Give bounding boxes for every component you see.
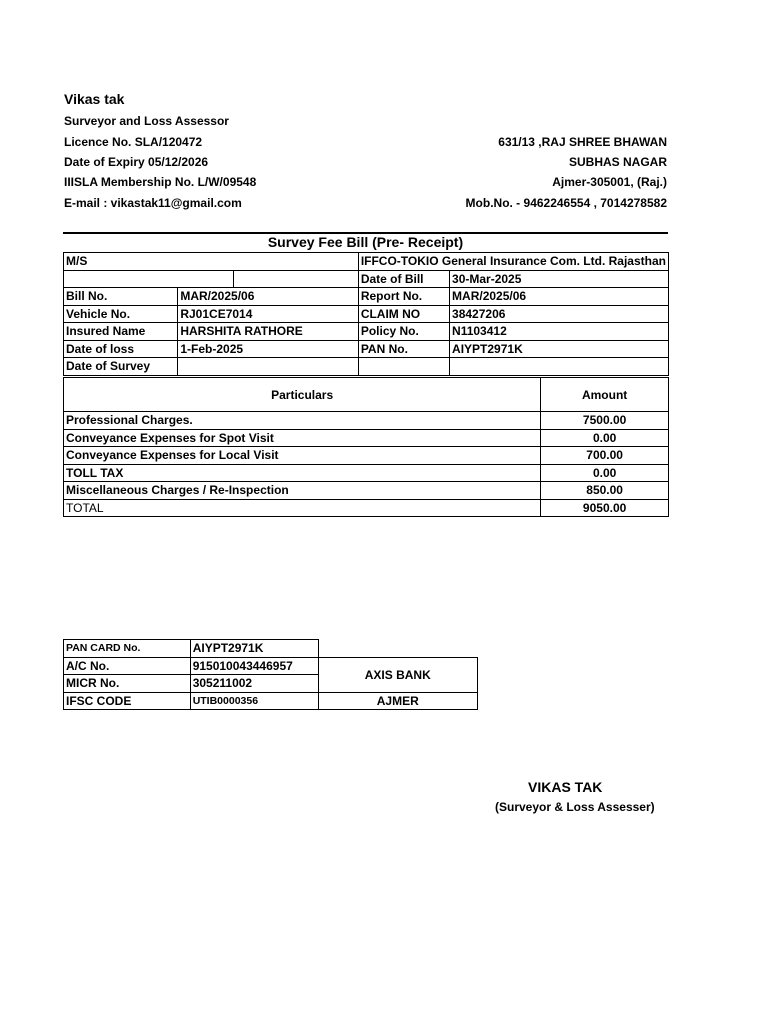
surveyor-name: Vikas tak <box>64 91 125 107</box>
email: E-mail : vikastak11@gmail.com <box>64 196 242 210</box>
licence-expiry: Date of Expiry 05/12/2026 <box>64 155 209 169</box>
charge-amount: 850.00 <box>541 482 669 500</box>
field-label: Date of Survey <box>64 358 178 376</box>
field-label: Report No. <box>358 288 449 306</box>
charge-item: TOLL TAX <box>64 464 541 482</box>
charges-table <box>63 377 669 517</box>
table-row <box>64 305 669 323</box>
field-value: MAR/2025/06 <box>178 288 358 306</box>
field-value: RJ01CE7014 <box>178 305 358 323</box>
table-row <box>64 447 669 465</box>
ms-value: IFFCO-TOKIO General Insurance Com. Ltd. Rajasthan <box>358 253 668 271</box>
table-header-row <box>64 378 669 412</box>
charge-amount: 7500.00 <box>541 412 669 430</box>
field-value: HARSHITA RATHORE <box>178 323 358 341</box>
table-row <box>64 340 669 358</box>
bill-date-label: Date of Bill <box>358 270 449 288</box>
signatory-title: (Surveyor & Loss Assesser) <box>495 800 655 814</box>
account-number-label: A/C No. <box>64 657 191 675</box>
field-label: Date of loss <box>64 340 178 358</box>
table-row <box>64 464 669 482</box>
field-label: PAN No. <box>358 340 449 358</box>
total-amount: 9050.00 <box>541 499 669 517</box>
ifsc-label: IFSC CODE <box>64 692 191 710</box>
field-value: N1103412 <box>450 323 669 341</box>
bill-title: Survey Fee Bill (Pre- Receipt) <box>267 234 464 250</box>
bill-details-table <box>63 252 669 376</box>
field-label <box>358 358 449 376</box>
micr-label: MICR No. <box>64 675 191 693</box>
mobile-numbers: Mob.No. - 9462246554 , 7014278582 <box>465 196 667 210</box>
charge-item: Conveyance Expenses for Spot Visit <box>64 429 541 447</box>
charge-amount: 700.00 <box>541 447 669 465</box>
field-label: Policy No. <box>358 323 449 341</box>
field-label: Insured Name <box>64 323 178 341</box>
micr-value: 305211002 <box>190 675 318 693</box>
surveyor-role: Surveyor and Loss Assessor <box>64 114 229 128</box>
field-label: Bill No. <box>64 288 178 306</box>
table-row <box>64 640 478 658</box>
pan-card-value: AIYPT2971K <box>190 640 318 658</box>
blank-cell <box>233 270 358 288</box>
charge-item: Professional Charges. <box>64 412 541 430</box>
bill-date-value: 30-Mar-2025 <box>450 270 669 288</box>
ifsc-value: UTIB0000356 <box>190 692 318 710</box>
blank-cell <box>318 640 477 658</box>
amount-header: Amount <box>541 378 669 412</box>
field-value: MAR/2025/06 <box>450 288 669 306</box>
address-line-1: 631/13 ,RAJ SHREE BHAWAN <box>498 135 667 149</box>
field-value: 38427206 <box>450 305 669 323</box>
field-label: Vehicle No. <box>64 305 178 323</box>
field-value: 1-Feb-2025 <box>178 340 358 358</box>
ms-label: M/S <box>64 253 359 271</box>
charge-item: Conveyance Expenses for Local Visit <box>64 447 541 465</box>
pan-card-label: PAN CARD No. <box>64 640 191 658</box>
total-row <box>64 499 669 517</box>
table-row <box>64 358 669 376</box>
table-row <box>64 323 669 341</box>
bank-name: AXIS BANK <box>318 657 477 692</box>
table-row <box>64 412 669 430</box>
table-row <box>64 482 669 500</box>
table-row <box>64 288 669 306</box>
field-value <box>178 358 358 376</box>
charge-amount: 0.00 <box>541 429 669 447</box>
total-label: TOTAL <box>64 499 541 517</box>
table-row <box>64 657 478 675</box>
field-value <box>450 358 669 376</box>
table-row <box>64 270 669 288</box>
charge-item: Miscellaneous Charges / Re-Inspection <box>64 482 541 500</box>
signatory-name: VIKAS TAK <box>528 779 603 795</box>
licence-number: Licence No. SLA/120472 <box>64 135 203 149</box>
field-value: AIYPT2971K <box>450 340 669 358</box>
charge-amount: 0.00 <box>541 464 669 482</box>
field-label: CLAIM NO <box>358 305 449 323</box>
bank-details-table <box>63 639 478 710</box>
address-line-3: Ajmer-305001, (Raj.) <box>552 175 667 189</box>
particulars-header: Particulars <box>64 378 541 412</box>
table-row <box>64 692 478 710</box>
table-row <box>64 429 669 447</box>
address-line-2: SUBHAS NAGAR <box>568 155 667 169</box>
table-row <box>64 253 669 271</box>
account-number-value: 915010043446957 <box>190 657 318 675</box>
bank-branch: AJMER <box>318 692 477 710</box>
membership-number: IIISLA Membership No. L/W/09548 <box>64 175 257 189</box>
blank-cell <box>64 270 234 288</box>
